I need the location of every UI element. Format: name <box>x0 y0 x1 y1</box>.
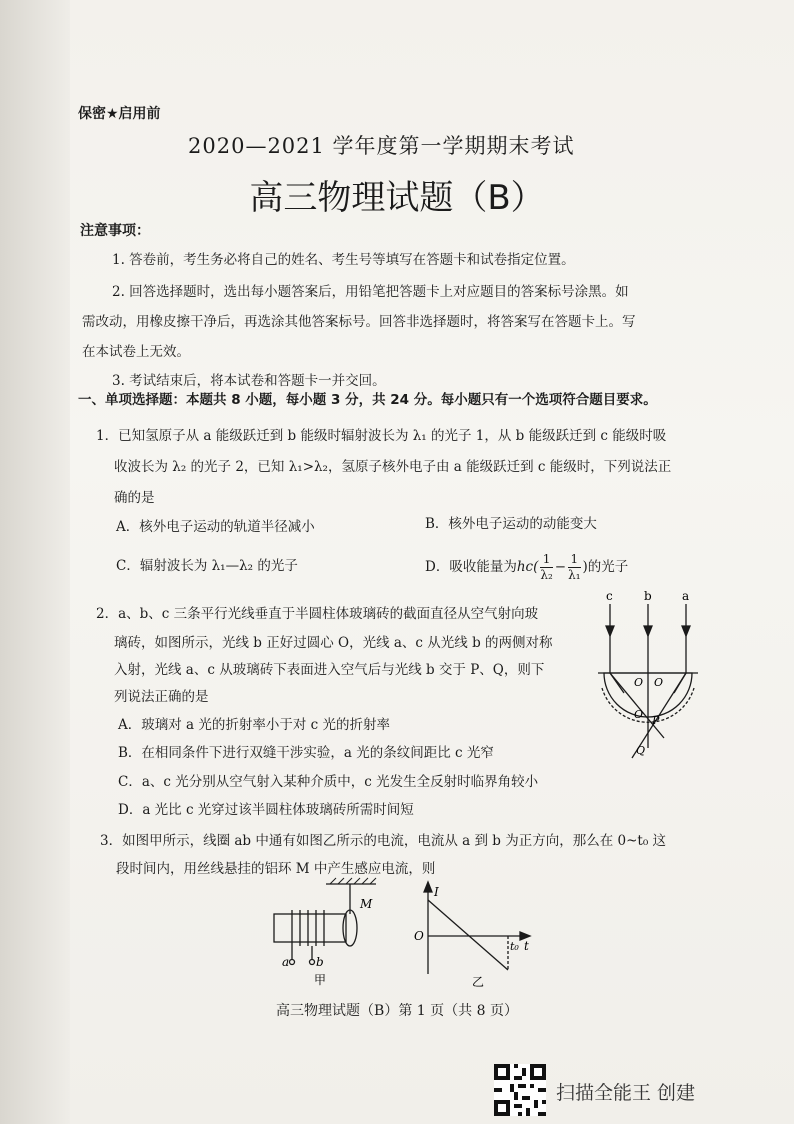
caption-yi: 乙 <box>472 975 485 989</box>
label-m: M <box>360 897 373 911</box>
q1-fraction-2-num: 1 <box>568 552 580 568</box>
qr-code-icon <box>494 1064 546 1116</box>
label-q: Q <box>636 744 646 757</box>
terminal-b <box>310 960 315 965</box>
q1-option-d-suffix: )的光子 <box>582 559 629 575</box>
label-b: b <box>644 589 652 603</box>
q2-line-1: 2．a、b、c 三条平行光线垂直于半圆柱体玻璃砖的截面直径从空气射向玻 <box>96 606 539 622</box>
ceiling-hatch <box>330 878 376 884</box>
q2-line-3: 入射，光线 a、c 从玻璃砖下表面进入空气后与光线 b 交于 P、Q，则下 <box>114 662 545 678</box>
notice-item-2-line-3: 在本试卷上无效。 <box>82 344 190 360</box>
exam-year-line: 2020—2021 学年度第一学期期末考试 <box>188 134 575 158</box>
notice-item-1: 1. 答卷前，考生务必将自己的姓名、考生号等填写在答题卡和试卷指定位置。 <box>112 252 575 268</box>
label-t0: t₀ <box>510 940 519 953</box>
q1-option-d <box>425 552 628 583</box>
q2-option-a: A．玻璃对 a 光的折射率小于对 c 光的折射率 <box>118 717 391 733</box>
notice-item-2-line-2: 需改动，用橡皮擦干净后，再选涂其他答案标号。回答非选择题时，将答案写在答题卡上。写 <box>82 314 636 330</box>
caption-jia: 甲 <box>314 973 327 986</box>
notice-item-3: 3. 考试结束后，将本试卷和答题卡一并交回。 <box>112 373 386 389</box>
scanner-watermark: 扫描全能王 创建 <box>556 1082 696 1104</box>
label-a: a <box>682 589 690 603</box>
q2-line-2: 璃砖，如图所示，光线 b 正好过圆心 O，光线 a、c 从光线 b 的两侧对称 <box>114 635 553 651</box>
label-o-center: O <box>634 708 644 721</box>
q3-line-2: 段时间内，用丝线悬挂的铝环 M 中产生感应电流，则 <box>116 861 436 877</box>
secret-label: 保密★启用前 <box>78 106 161 122</box>
q1-fraction-1-num: 1 <box>540 552 552 568</box>
q1-option-a: A．核外电子运动的轨道半径减小 <box>116 519 315 535</box>
arrow-a <box>682 626 690 636</box>
label-o-left: O <box>634 676 644 689</box>
q2-option-c: C．a、c 光分别从空气射入某种介质中，c 光发生全反射时临界角较小 <box>118 774 539 790</box>
q2-option-b: B．在相同条件下进行双缝干涉实验，a 光的条纹间距比 c 光窄 <box>118 745 494 761</box>
label-t: t <box>524 939 529 953</box>
ray-c-left-edge <box>610 673 624 693</box>
q1-fraction-2-den: λ₁ <box>568 568 581 582</box>
page-title: 高三物理试题（B） <box>249 178 545 218</box>
q1-line-3: 确的是 <box>114 490 155 506</box>
arrow-b <box>644 626 652 636</box>
q1-option-b: B．核外电子运动的动能变大 <box>425 516 597 532</box>
current-line <box>428 900 508 970</box>
label-b-terminal: b <box>316 955 324 969</box>
coil-core <box>274 914 346 942</box>
q1-line-1: 1．已知氢原子从 a 能级跃迁到 b 能级时辐射波长为 λ₁ 的光子 1，从 b 能级跃迁到 c 能级时吸 <box>96 428 667 444</box>
q2-option-d: D．a 光比 c 光穿过该半圆柱体玻璃砖所需时间短 <box>118 802 414 818</box>
q2-line-4: 列说法正确的是 <box>114 689 209 705</box>
q1-fraction-2 <box>568 552 580 583</box>
q1-option-d-minus: − <box>554 559 567 575</box>
label-i: I <box>434 885 439 899</box>
label-p: P <box>652 714 660 727</box>
notice-heading: 注意事项： <box>80 223 150 239</box>
page-footer: 高三物理试题（B）第 1 页（共 8 页） <box>276 1003 518 1019</box>
aluminum-ring <box>343 910 357 946</box>
q3-figure-yi <box>412 880 532 990</box>
axis-i-arrow <box>424 882 432 892</box>
q2-figure <box>596 588 706 768</box>
scan-edge-shadow <box>0 0 70 1124</box>
arrow-c <box>606 626 614 636</box>
q3-line-1: 3．如图甲所示，线圈 ab 中通有如图乙所示的电流，电流从 a 到 b 为正方向，那么在 0~t₀ 这 <box>100 833 667 849</box>
q1-fraction-1-den: λ₂ <box>540 568 553 582</box>
q1-line-2: 收波长为 λ₂ 的光子 2，已知 λ₁>λ₂，氢原子核外电子由 a 能级跃迁到 c 能级时，下列说法正 <box>114 459 672 475</box>
notice-item-2-line-1: 2. 回答选择题时，选出每小题答案后，用铅笔把答题卡上对应题目的答案标号涂黑。如 <box>112 284 629 300</box>
q1-option-d-prefix: D．吸收能量为 <box>425 559 517 575</box>
label-c: c <box>606 589 613 603</box>
section-heading: 一、单项选择题：本题共 8 小题，每小题 3 分，共 24 分。每小题只有一个选项符合题目要求。 <box>78 392 657 408</box>
q1-option-d-hc: hc( <box>516 559 539 575</box>
label-o-right: O <box>654 676 664 689</box>
label-a-terminal: a <box>282 955 290 969</box>
coil-windings <box>292 910 324 946</box>
terminal-a <box>290 960 295 965</box>
q3-figure-jia <box>268 876 378 986</box>
ray-a-right-edge <box>674 673 686 693</box>
q1-option-c: C．辐射波长为 λ₁—λ₂ 的光子 <box>116 558 298 574</box>
label-origin: O <box>414 929 424 943</box>
q1-fraction-1 <box>540 552 552 583</box>
